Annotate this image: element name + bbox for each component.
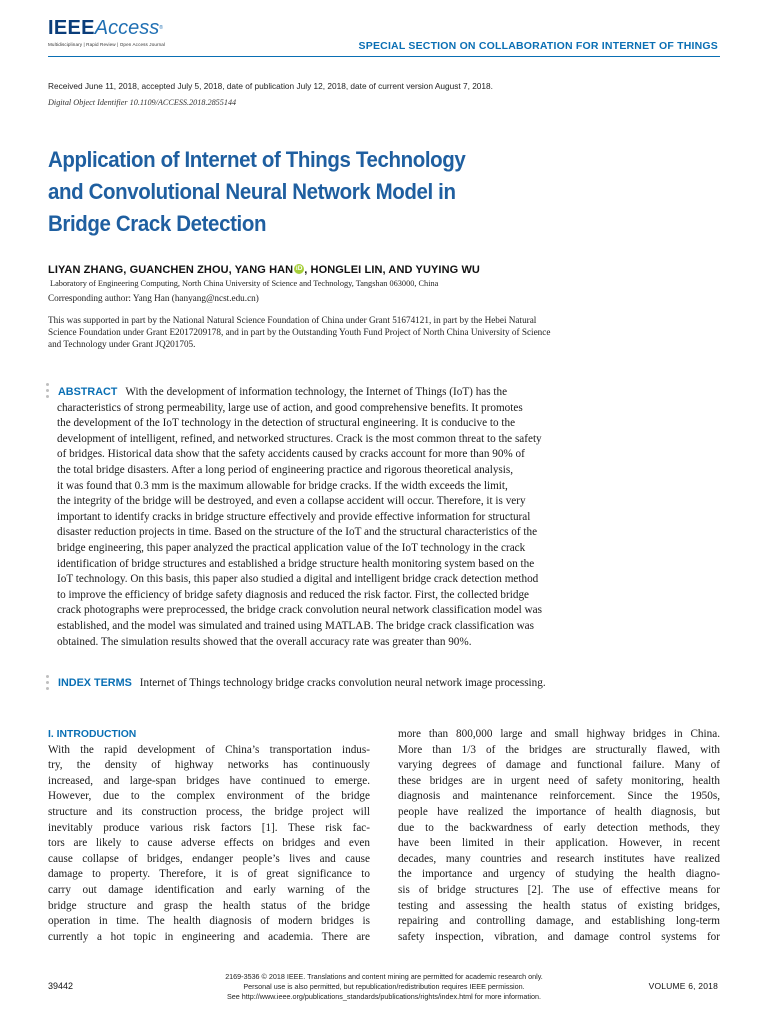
intro-right-column bbox=[398, 727, 720, 945]
abstract bbox=[58, 385, 727, 650]
body-line: more than 800,000 large and small highway bridges in China. bbox=[398, 728, 720, 740]
body-line: cause collapse of bridges, endanger people’s lives and cause bbox=[48, 852, 370, 865]
title-line: Application of Internet of Things Technology bbox=[48, 147, 466, 172]
body-line: testing and assessing the health status of existing bridges, bbox=[398, 899, 720, 912]
abstract-line: crack photographs were preprocessed, the bridge crack convolution neural network classification model was bbox=[57, 604, 542, 617]
abstract-line: of bridges. Historical data show that the safety accidents caused by cracks account for more than 90% of bbox=[57, 448, 525, 461]
volume-label: VOLUME 6, 2018 bbox=[648, 981, 718, 991]
body-line: inevitably produce various risk factors [1]. These risk fac- bbox=[48, 821, 370, 834]
authors-part-2: , HONGLEI LIN, AND YUYING WU bbox=[304, 264, 480, 276]
abstract-line: ABSTRACT With the development of information technology, the Internet of Things (IoT) has the bbox=[58, 386, 508, 398]
section-heading: I. INTRODUCTION bbox=[48, 729, 137, 740]
special-section-title: SPECIAL SECTION ON COLLABORATION FOR INTERNET OF THINGS bbox=[358, 40, 718, 52]
body-line: varying degrees of damage and functional failure. Many of bbox=[398, 759, 720, 772]
body-line: safety inspection, vibration, and damage control systems for bbox=[398, 930, 720, 943]
funding-line: This was supported in part by the National Natural Science Foundation of China under Grant 51674121, in part by the Hebei Natural bbox=[48, 315, 537, 325]
index-terms-label: INDEX TERMS bbox=[58, 677, 132, 689]
funding-statement bbox=[48, 314, 720, 351]
body-line: the importance and urgency of studying the health diagno- bbox=[398, 868, 720, 881]
abstract-line: identification of bridge structures and established a bridge structure health monitoring system based on the bbox=[57, 557, 535, 570]
trademark-icon: ® bbox=[159, 25, 163, 31]
license-line: Personal use is also permitted, but republication/redistribution requires IEEE permission. bbox=[243, 982, 525, 991]
index-terms-text: Internet of Things technology bridge cracks convolution neural network image processing. bbox=[139, 677, 546, 689]
index-terms bbox=[58, 677, 727, 689]
body-line: structure and its construction process, the bridge project will bbox=[48, 805, 370, 818]
body-line: have been limited in their application. However, in recent bbox=[398, 837, 720, 850]
abstract-line: characteristics of strong permeability, large use of action, and good comprehensive benefits. It promotes bbox=[57, 401, 523, 414]
paper-title bbox=[48, 144, 569, 240]
received-dates: Received June 11, 2018, accepted July 5, 2018, date of publication July 12, 2018, date of current version August 7, 2018. bbox=[48, 81, 493, 91]
body-line: However, due to the complex environment of the bridge bbox=[48, 790, 370, 803]
body-line: repairing and controlling damage, and establishing long-term bbox=[398, 915, 720, 928]
title-line: and Convolutional Neural Network Model in bbox=[48, 179, 456, 204]
body-line: people have realized the importance of health diagnosis, but bbox=[398, 805, 720, 818]
abstract-line: the development of the IoT technology in the detection of structural engineering. It is conducive to the bbox=[57, 417, 516, 430]
abstract-line: IoT technology. On this basis, this paper also studied a digital and intelligent bridge crack detection method bbox=[57, 573, 539, 586]
body-line: damage to property. Therefore, it is of great significance to bbox=[48, 868, 370, 881]
logo-tagline: Multidisciplinary | Rapid Review | Open Access Journal bbox=[48, 42, 166, 47]
body-line: More than 1/3 of the bridges are structurally flawed, with bbox=[398, 743, 720, 756]
license-line: 2169-3536 © 2018 IEEE. Translations and content mining are permitted for academic research only. bbox=[225, 972, 543, 981]
abstract-label: ABSTRACT bbox=[58, 386, 118, 398]
license-line: See http://www.ieee.org/publications_standards/publications/rights/index.html for more information. bbox=[226, 992, 542, 1001]
abstract-marker-icon bbox=[46, 383, 50, 401]
body-line: currently a hot topic in engineering and academia. There are bbox=[48, 930, 370, 943]
header-divider bbox=[48, 56, 720, 57]
index-terms-marker-icon bbox=[46, 675, 50, 693]
logo-ieee: IEEE bbox=[48, 17, 95, 39]
body-line: carry out damage identification and early warning of the bbox=[48, 883, 370, 896]
abstract-line: established, and the model was simulated and trained using MATLAB. The bridge crack classification was bbox=[57, 619, 535, 632]
body-line: increased, and large-span bridges have continued to emerge. bbox=[48, 774, 370, 787]
abstract-line: important to identify cracks in bridge structure effectively and provide effective information for structural bbox=[57, 510, 531, 523]
logo-wordmark bbox=[48, 18, 178, 38]
body-line: decades, many countries and research institutes have realized bbox=[398, 852, 720, 865]
logo-access: Access bbox=[94, 17, 160, 39]
body-line: try, the density of highway networks has continuously bbox=[48, 759, 370, 772]
body-line: diagnosis and maintenance reinforcement. Since the 1950s, bbox=[398, 790, 720, 803]
affiliation: Laboratory of Engineering Computing, North China University of Science and Technology, Tangshan 063000, China bbox=[50, 279, 439, 288]
abstract-line: the integrity of the bridge will be destroyed, and even a collapse accident will occur. Therefore, it is very bbox=[57, 495, 526, 508]
abstract-line: to improve the efficiency of bridge safety diagnosis and reduced the risk factor. First, the collected bridge bbox=[57, 588, 529, 601]
body-line: bridge structure and grasp the health status of the bridge bbox=[48, 899, 370, 912]
title-line: Bridge Crack Detection bbox=[48, 211, 267, 236]
intro-left-column bbox=[48, 727, 370, 945]
body-line: With the rapid development of China’s transportation indus- bbox=[48, 743, 370, 756]
orcid-icon[interactable]: iD bbox=[295, 265, 303, 272]
doi-identifier: Digital Object Identifier 10.1109/ACCESS.2018.2855144 bbox=[48, 98, 237, 107]
page-number: 39442 bbox=[48, 981, 74, 991]
abstract-line: bridge engineering, this paper analyzed the practical application value of the IoT technology in the crack bbox=[57, 541, 526, 554]
abstract-line: obtained. The simulation results showed that the overall accuracy rate was greater than 90%. bbox=[57, 635, 472, 648]
corresponding-author: Corresponding author: Yang Han (hanyang@ncst.edu.cn) bbox=[48, 293, 259, 303]
body-line: operation in time. The health diagnosis of modern bridges is bbox=[48, 915, 370, 928]
ieee-access-logo bbox=[48, 18, 178, 54]
abstract-line: the total bridge disasters. After a long period of engineering practice and rigorous theoretical analysis, bbox=[57, 463, 514, 476]
abstract-line: development of intelligent, refined, and networked structures. Crack is the most common threat to the safety bbox=[57, 432, 542, 445]
authors-part-1: LIYAN ZHANG, GUANCHEN ZHOU, YANG HAN bbox=[48, 264, 294, 276]
body-line: sis of bridge structures [2]. The use of effective means for bbox=[398, 883, 720, 896]
body-line: tors are likely to cause adverse effects on bridges and even bbox=[48, 837, 370, 850]
body-line: due to the backwardness of early detection methods, they bbox=[398, 821, 720, 834]
author-list bbox=[48, 264, 480, 276]
funding-line: Science Foundation under Grant E2017209178, and in part by the Outstanding Youth Fund Project of North China University of Science bbox=[48, 327, 551, 338]
license-notice bbox=[190, 972, 578, 1002]
abstract-line: it was found that 0.3 mm is the maximum allowable for bridge cracks. If the width exceeds the limit, bbox=[57, 479, 508, 492]
abstract-line: disaster reduction projects in time. Based on the structure of the IoT and the structural characteristics of the bbox=[57, 526, 538, 539]
body-line: these bridges are in urgent need of safety monitoring, health bbox=[398, 774, 720, 787]
funding-line: and Technology under Grant JQ201705. bbox=[48, 339, 196, 350]
